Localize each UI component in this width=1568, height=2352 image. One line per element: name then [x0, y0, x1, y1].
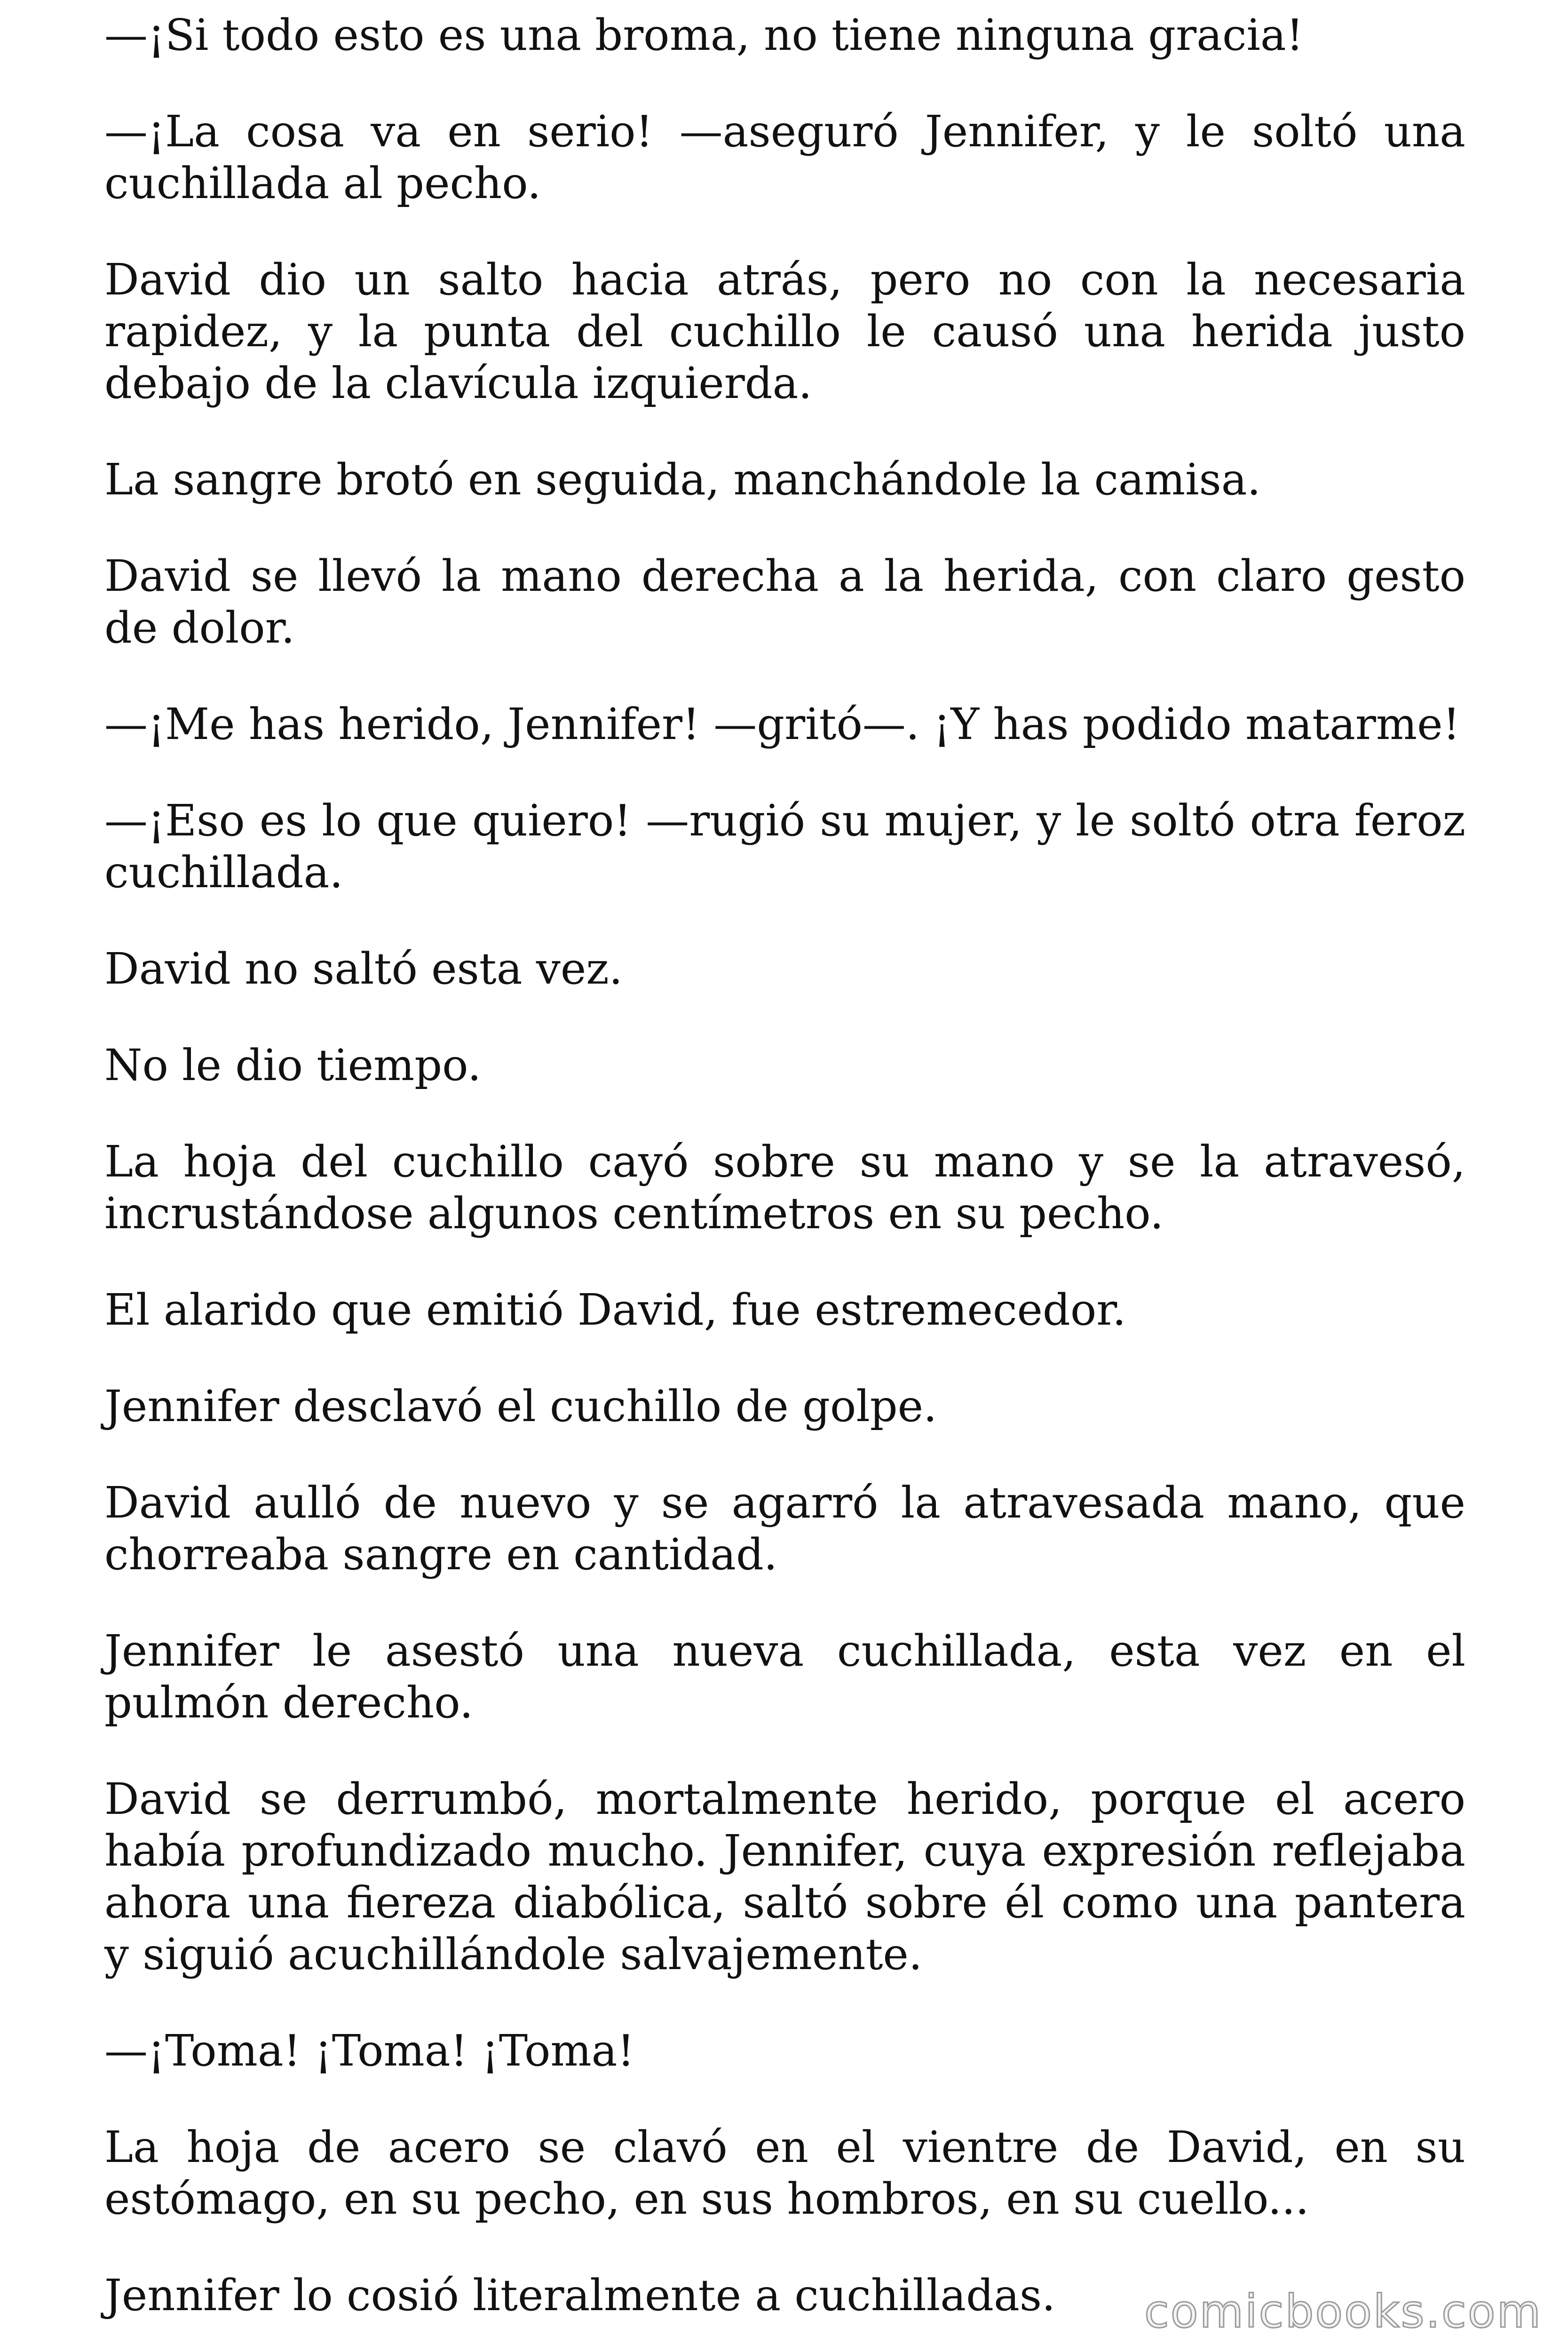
paragraph: La hoja del cuchillo cayó sobre su mano y se la atravesó, incrustándose algunos centímetros en su pecho.: [104, 1136, 1465, 1239]
paragraph: La hoja de acero se clavó en el vientre de David, en su estómago, en su pecho, en sus hombros, en su cuello...: [104, 2122, 1465, 2224]
paragraph: David se llevó la mano derecha a la herida, con claro gesto de dolor.: [104, 551, 1465, 653]
paragraph: Jennifer desclavó el cuchillo de golpe.: [104, 1381, 937, 1431]
paragraph: La sangre brotó en seguida, manchándole la camisa.: [104, 454, 1261, 505]
paragraph: —¡Si todo esto es una broma, no tiene ninguna gracia!: [104, 10, 1304, 60]
paragraph: —¡La cosa va en serio! —aseguró Jennifer, y le soltó una cuchillada al pecho.: [104, 106, 1465, 208]
watermark: comicbooks.com: [1144, 2285, 1542, 2338]
paragraph: Jennifer lo cosió literalmente a cuchilladas.: [104, 2270, 1056, 2320]
paragraph: David no saltó esta vez.: [104, 944, 623, 994]
body-text: [104, 9, 1465, 2321]
paragraph: El alarido que emitió David, fue estremecedor.: [104, 1285, 1126, 1335]
paragraph: David se derrumbó, mortalmente herido, porque el acero había profundizado mucho. Jennifer, cuya expresión reflejaba ahora una fiereza diabólica, saltó sobre él como una pantera y siguió acuchillándole salvajemente.: [104, 1774, 1465, 1979]
paragraph: David dio un salto hacia atrás, pero no con la necesaria rapidez, y la punta del cuchillo le causó una herida justo debajo de la clavícula izquierda.: [104, 254, 1465, 408]
paragraph: —¡Eso es lo que quiero! —rugió su mujer, y le soltó otra feroz cuchillada.: [104, 795, 1465, 898]
paragraph: No le dio tiempo.: [104, 1040, 482, 1090]
paragraph: —¡Me has herido, Jennifer! —gritó—. ¡Y has podido matarme!: [104, 699, 1460, 749]
paragraph: —¡Toma! ¡Toma! ¡Toma!: [104, 2026, 635, 2076]
paragraph: David aulló de nuevo y se agarró la atravesada mano, que chorreaba sangre en cantidad.: [104, 1478, 1465, 1580]
paragraph: Jennifer le asestó una nueva cuchillada, esta vez en el pulmón derecho.: [104, 1626, 1465, 1728]
